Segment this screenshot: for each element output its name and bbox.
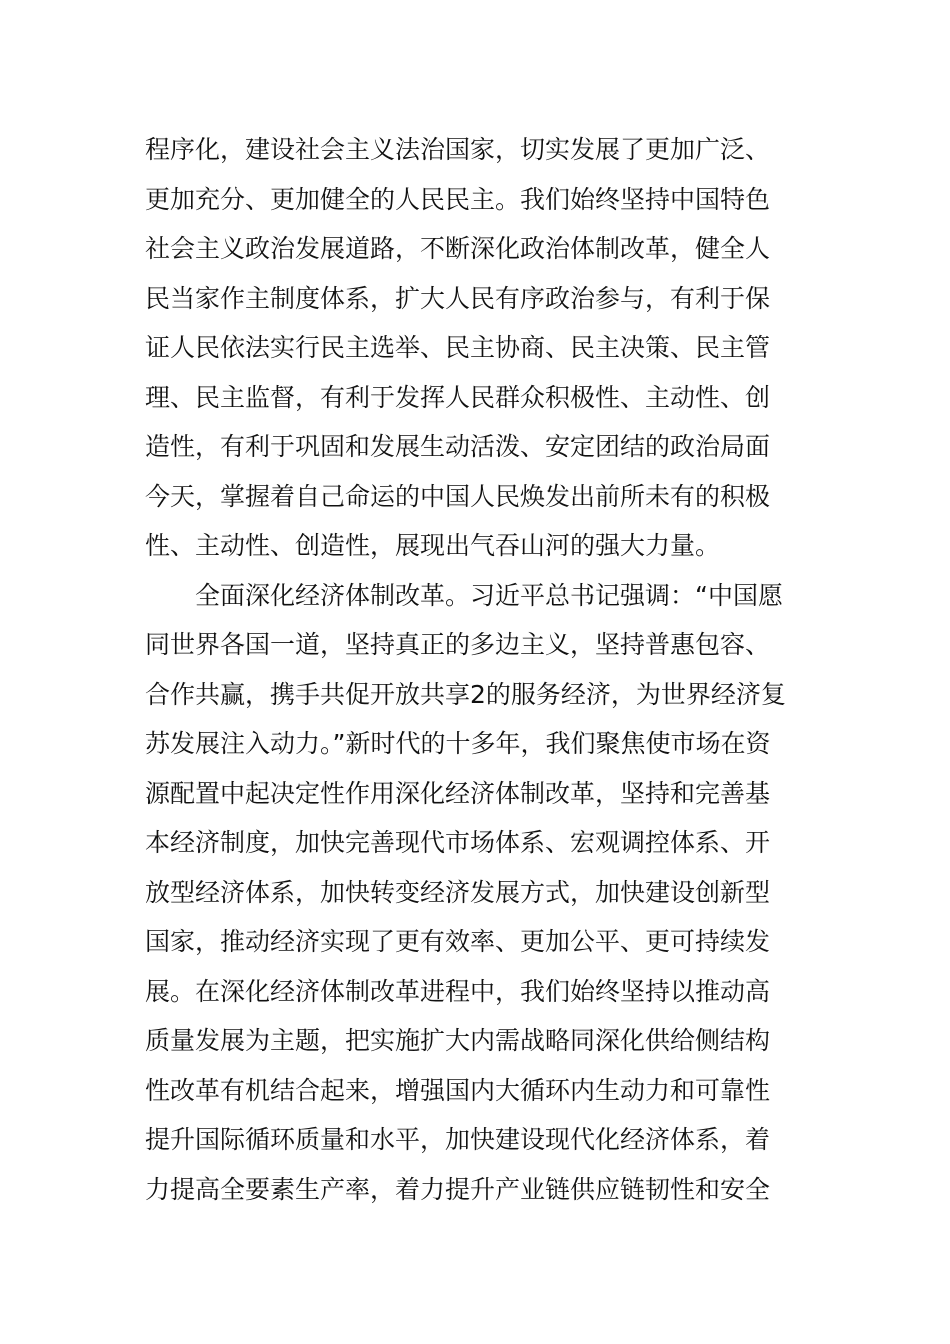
text-line: 社会主义政治发展道路，不断深化政治体制改革，健全人 xyxy=(145,234,771,263)
text-line: 程序化，建设社会主义法治国家，切实发展了更加广泛、 xyxy=(145,135,771,164)
text-line: 合作共赢，携手共促开放共享2的服务经济，为世界经济复 xyxy=(145,679,786,709)
text-line: 质量发展为主题，把实施扩大内需战略同深化供给侧结构 xyxy=(145,1026,771,1055)
text-line: 展。在深化经济体制改革进程中，我们始终坚持以推动高 xyxy=(145,976,771,1006)
text-line: 性改革有机结合起来，增强国内大循环内生动力和可靠性 xyxy=(145,1075,771,1105)
text-line: 放型经济体系，加快转变经济发展方式，加快建设创新型 xyxy=(145,877,771,907)
text-line: 民当家作主制度体系，扩大人民有序政治参与，有利于保 xyxy=(145,283,771,313)
text-line: 源配置中起决定性作用深化经济体制改革，坚持和完善基 xyxy=(145,778,771,808)
text-line: 力提高全要素生产率，着力提升产业链供应链韧性和安全 xyxy=(145,1174,771,1204)
body-text xyxy=(145,125,810,1214)
text-line: 本经济制度，加快完善现代市场体系、宏观调控体系、开 xyxy=(145,828,771,857)
text-line: 证人民依法实行民主选举、民主协商、民主决策、民主管 xyxy=(145,333,771,362)
text-line: 更加充分、更加健全的人民民主。我们始终坚持中国特色 xyxy=(145,184,771,214)
text-line: 提升国际循环质量和水平，加快建设现代化经济体系，着 xyxy=(145,1125,771,1154)
text-line: 性、主动性、创造性，展现出气吞山河的强大力量。 xyxy=(145,531,721,560)
text-line: 苏发展注入动力。”新时代的十多年，我们聚焦使市场在资 xyxy=(145,729,771,758)
text-line: 今天，掌握着自己命运的中国人民焕发出前所未有的积极 xyxy=(145,481,771,511)
text-line: 理、民主监督，有利于发挥人民群众积极性、主动性、创 xyxy=(145,382,771,412)
text-line: 国家，推动经济实现了更有效率、更加公平、更可持续发 xyxy=(145,927,771,956)
text-line: 同世界各国一道，坚持真正的多边主义，坚持普惠包容、 xyxy=(145,630,771,659)
text-line: 造性，有利于巩固和发展生动活泼、安定团结的政治局面 xyxy=(145,432,771,461)
paragraph-start-line: 全面深化经济体制改革。习近平总书记强调：“中国愿 xyxy=(195,580,783,610)
